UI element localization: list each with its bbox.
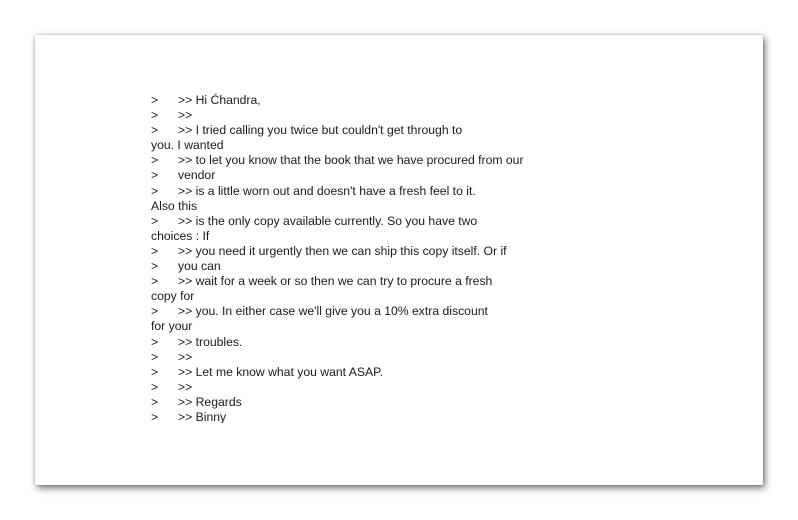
quote-marker: >	[151, 243, 159, 258]
email-line	[151, 304, 711, 319]
email-line-text: >> Regards	[178, 394, 242, 409]
quote-marker: >	[151, 93, 159, 107]
email-line-text: copy for	[151, 289, 195, 304]
email-line	[151, 108, 711, 123]
email-line	[151, 153, 711, 168]
email-line-text: you. I wanted	[151, 138, 224, 153]
email-line-text: choices : If	[151, 228, 210, 243]
quoted-email-body	[151, 93, 711, 423]
email-line-text: >> you. In either case we'll give you a 10% extra discount	[178, 304, 488, 319]
quote-marker: >	[151, 108, 159, 123]
quote-marker: >	[151, 364, 159, 379]
email-line	[151, 184, 711, 199]
email-line-text: >>	[178, 379, 193, 394]
email-line	[151, 380, 711, 395]
email-line	[151, 138, 711, 153]
quote-marker: >	[151, 409, 159, 423]
email-line-text: >> is the only copy available currently. So you have two	[178, 213, 478, 228]
email-line-text: >> to let you know that the book that we have procured from our	[178, 153, 524, 168]
email-line	[151, 319, 711, 334]
quote-marker: >	[151, 349, 159, 364]
email-line	[151, 350, 711, 365]
email-line-text: >>	[178, 108, 193, 123]
email-line	[151, 244, 711, 259]
email-line-text: >> I tried calling you twice but couldn't get through to	[178, 123, 463, 138]
email-line-text: vendor	[178, 168, 216, 183]
email-line-text: >> you need it urgently then we can ship this copy itself. Or if	[178, 243, 507, 258]
email-line	[151, 229, 711, 244]
email-line-text: Also this	[151, 198, 198, 213]
document-page	[35, 35, 763, 485]
quote-marker: >	[151, 153, 159, 168]
quote-marker: >	[151, 259, 159, 274]
email-line	[151, 410, 711, 423]
email-line	[151, 168, 711, 183]
email-line	[151, 199, 711, 214]
email-line	[151, 289, 711, 304]
email-line	[151, 395, 711, 410]
quote-marker: >	[151, 394, 159, 409]
quote-marker: >	[151, 183, 159, 198]
email-line-text: for your	[151, 319, 193, 334]
email-line	[151, 365, 711, 380]
email-line-text: >> wait for a week or so then we can try to procure a fresh	[178, 274, 493, 289]
email-line-text: >> Let me know what you want ASAP.	[178, 364, 384, 379]
email-line	[151, 123, 711, 138]
email-line-text: >> Binny	[178, 409, 227, 423]
email-line	[151, 93, 711, 108]
quote-marker: >	[151, 274, 159, 289]
quote-marker: >	[151, 123, 159, 138]
quote-marker: >	[151, 168, 159, 183]
email-line	[151, 214, 711, 229]
quote-marker: >	[151, 334, 159, 349]
email-line	[151, 274, 711, 289]
email-line-text: >> Hi Ćhandra,	[178, 93, 261, 107]
email-line-text: >> troubles.	[178, 334, 243, 349]
email-line-text: you can	[178, 259, 221, 274]
email-line	[151, 259, 711, 274]
quote-marker: >	[151, 213, 159, 228]
quote-marker: >	[151, 379, 159, 394]
quote-marker: >	[151, 304, 159, 319]
email-line-text: >> is a little worn out and doesn't have a fresh feel to it.	[178, 183, 476, 198]
email-line	[151, 335, 711, 350]
email-line-text: >>	[178, 349, 193, 364]
